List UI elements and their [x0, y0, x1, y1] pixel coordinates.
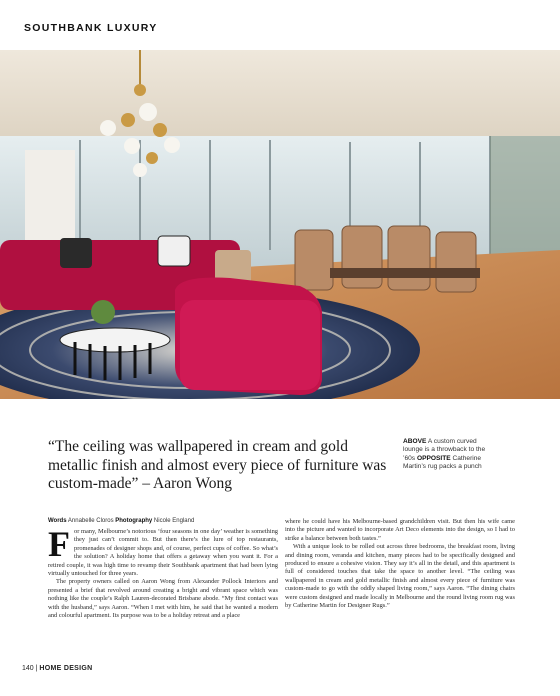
body-paragraph: where he could have his Melbourne-based grandchildren visit. But then his wife came into the picture and wanted to incorporate Art Deco elements into the design, so I had to strike a balance between both tastes.”: [285, 518, 515, 542]
byline-photo-label: Photography: [115, 518, 153, 524]
page-number: 140: [22, 665, 34, 672]
interior-photo: [0, 50, 560, 399]
byline: [48, 518, 278, 524]
photo-caption: [403, 438, 493, 471]
caption-text-above: A custom curved lounge is a throwback to the ’60s: [403, 438, 486, 462]
caption-text-opposite: Catherine Martin’s rug packs a punch: [403, 454, 482, 470]
caption-label-opposite: OPPOSITE: [416, 454, 451, 462]
publication-name: HOME DESIGN: [39, 665, 93, 672]
byline-words-author: Annabelle Cloros: [66, 518, 116, 524]
section-title: SOUTHBANK LUXURY: [24, 22, 158, 34]
byline-photo-author: Nicole England: [152, 518, 195, 524]
pull-quote: “The ceiling was wallpapered in cream and gold metallic finish and almost every piece of furniture was custom-made” – Aaron Wong: [48, 438, 387, 492]
body-column-left: [48, 524, 278, 620]
body-paragraph: With a unique look to be rolled out across three bedrooms, the breakfast room, living and dining room, veranda and kitchen, many pieces had to be specifically designed and produced to ensure a cohesive vision. They say it’s all in the detail, and this apartment is full of considered touches that take the space to another level. “The ceiling was wallpapered in cream and gold metallic finish and almost every piece of furniture was custom-made to go with the oddly shaped living room,” says Aaron. “The dining chairs were custom designed and made locally in Melbourne and the round living room rug was by Catherine Martin for Designer Rugs.”: [285, 543, 515, 610]
drop-cap: F: [48, 524, 70, 564]
body-paragraph: or many, Melbourne’s notorious ‘four seasons in one day’ weather is something they just can’t commit to. But then there’s the lure of top restaurants, promenades of designer shops and, of course, perfect cups of coffee. So what’s the solution? A holiday home that offers a getaway when you want it. For a retired couple, it was high time to revamp their Southbank apartment that had been lying virtually untouched for three years.: [48, 528, 278, 578]
caption-label-above: ABOVE: [403, 438, 427, 445]
body-paragraph: The property owners called on Aaron Wong from Alexander Pollock Interiors and presented a brief that revolved around creating a bright and vibrant space which was nothing like the couple’s Ralph Lauren-decorated Brisbane abode. “My first contact was with the husband,” says Aaron. “When I met with him, he said that he wanted a modern and colourful apartment. Its purpose was to be a holiday retreat and a place: [48, 578, 278, 620]
page-footer: [22, 665, 93, 672]
body-column-right: [285, 518, 515, 610]
byline-words-label: Words: [48, 518, 67, 524]
footer-separator: |: [33, 665, 40, 672]
